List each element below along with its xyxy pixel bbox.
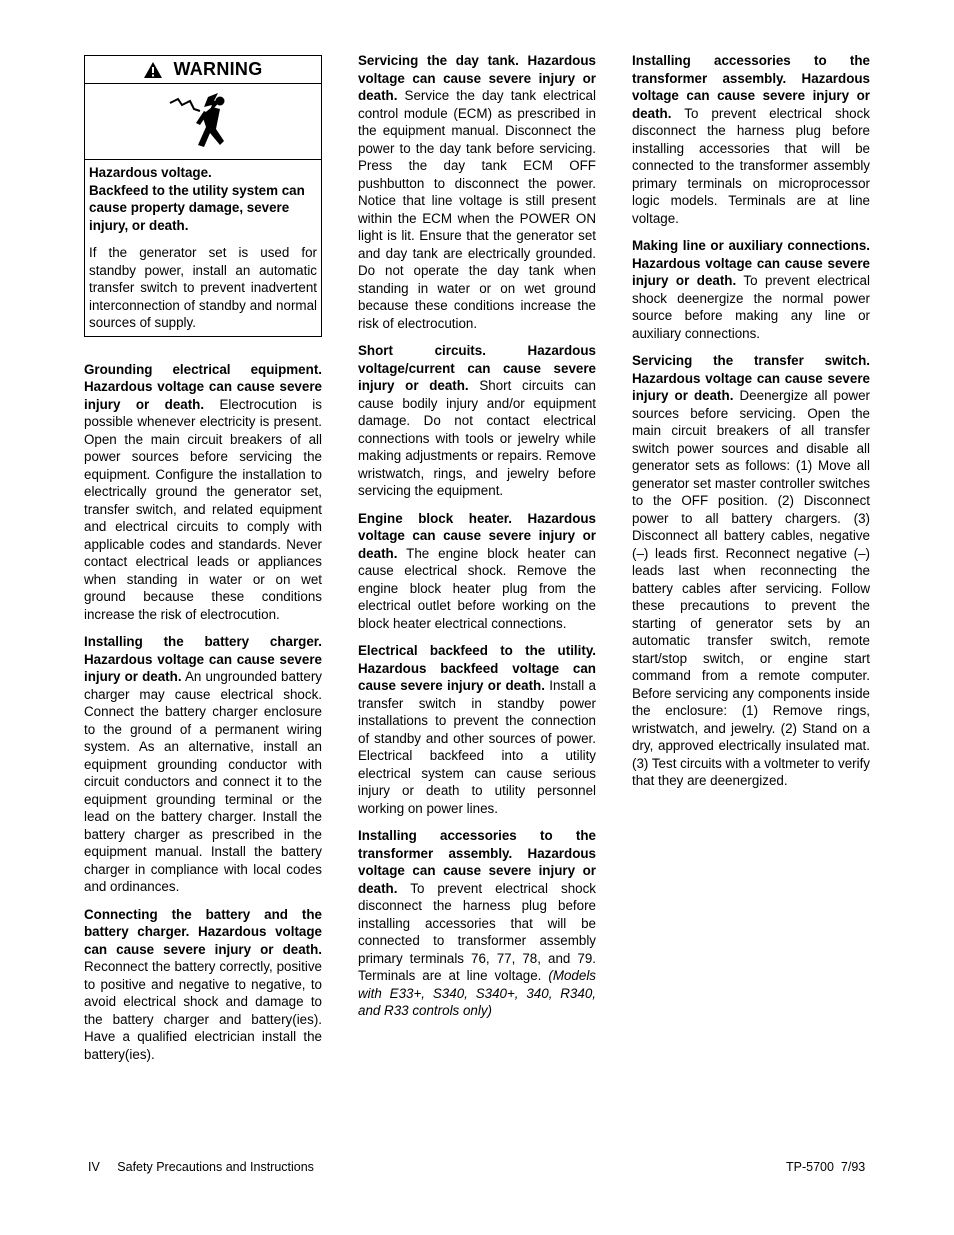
paragraph-connecting-battery [84, 906, 322, 1064]
warning-header [85, 56, 321, 84]
paragraph-title: Electrical backfeed to the utility. Hazardous backfeed voltage can cause severe injury or death. [358, 643, 596, 693]
paragraph-short-circuits [358, 342, 596, 500]
warning-heading-1: Hazardous voltage. [89, 165, 212, 180]
paragraph-body: The engine block heater can cause electrical shock. Remove the engine block heater plug from the electrical outlet before working on the block heater electrical connections. [358, 545, 596, 631]
paragraph-transfer-switch [632, 352, 870, 790]
warning-headings [89, 164, 317, 234]
column-2 [358, 52, 596, 1030]
page-number: IV [88, 1160, 100, 1174]
warning-heading-2: Backfeed to the utility system can cause property damage, severe injury, or death. [89, 182, 305, 233]
warning-text: If the generator set is used for standby power, install an automatic transfer switch to prevent inadvertent interconnection of standby and normal sources of supply. [89, 245, 317, 330]
paragraph-body: Reconnect the battery correctly, positive to positive and negative to negative, to avoid electrical shock and damage to the battery charger and battery(ies). Have a qualified electrician install the battery(ies). [84, 959, 322, 1062]
paragraph-line-connections [632, 237, 870, 342]
paragraph-title: Installing accessories to the transformer assembly. Hazardous voltage can cause severe injury or death. [632, 53, 870, 121]
paragraph-note: (Models with E33+, S340, S340+, 340, R340, and R33 controls only) [358, 968, 596, 1018]
paragraph-body: An ungrounded battery charger may cause electrical shock. Connect the battery charger enclosure to the ground of a permanent wiring system. As an alternative, install an equipment grounding conductor with circuit conductors and connect it to the equipment grounding terminal or the lead on the battery charger. Install the battery charger as prescribed in the equipment manual. Install the battery charger in compliance with local codes and ordinances. [84, 669, 322, 894]
paragraph-title: Connecting the battery and the battery charger. Hazardous voltage can cause severe injury or death. [84, 906, 322, 957]
section-title: Safety Precautions and Instructions [117, 1160, 314, 1174]
paragraph-body: To prevent electrical shock disconnect the harness plug before installing accessories that will be connected to the transformer assembly primary terminals on microprocessor logic models. Terminals are at line voltage. [632, 105, 870, 226]
paragraph-body: To prevent electrical shock deenergize the normal power source before making any line or auxiliary connections. [632, 273, 870, 341]
paragraph-body: Electrocution is possible whenever electricity is present. Open the main circuit breakers of all power sources before servicing the equipment. Configure the installation to electrically ground the generator set, transfer switch, and related equipment and electrical circuits to comply with applicable codes and standards. Never contact electrical leads or appliances when standing in water or on wet ground because these conditions increase the risk of electrocution. [84, 396, 322, 622]
paragraph-accessories-transformer [358, 827, 596, 1020]
paragraph-title: Servicing the day tank. Hazardous voltage can cause severe injury or death. [358, 53, 596, 103]
paragraph-grounding [84, 361, 322, 624]
paragraph-body: Service the day tank electrical control module (ECM) as prescribed in the equipment manual. Disconnect the power to the day tank before servicing. Press the day tank ECM OFF pushbutton to disconnect the power. Notice that line voltage is still present within the ECM when the POWER ON light is lit. Ensure that the generator set and day tank are electrically grounded. Do not operate the day tank when standing in water or on wet ground because these conditions increase the risk of electrocution. [358, 88, 596, 331]
warning-title: WARNING [173, 58, 263, 79]
paragraph-accessories-microprocessor [632, 52, 870, 227]
paragraph-body: Install a transfer switch in standby power installations to prevent the connection of standby and other sources of power. Electrical backfeed into a utility electrical system can cause serious injury or death to utility personnel working on power lines. [358, 678, 596, 816]
warning-pictogram [85, 84, 321, 160]
paragraph-title: Servicing the transfer switch. Hazardous voltage can cause severe injury or death. [632, 353, 870, 403]
paragraph-backfeed [358, 642, 596, 817]
warning-body [85, 160, 321, 336]
paragraph-title: Grounding electrical equipment. Hazardous voltage can cause severe injury or death. [84, 361, 322, 412]
column-1 [84, 52, 322, 1073]
electric-shock-icon [168, 89, 238, 155]
paragraph-body: Deenergize all power sources before servicing. Open the main circuit breakers of all transfer switch power sources and disable all generator sets as follows: (1) Move all generator set master controller switches to the OFF position. (2) Disconnect power to all battery chargers. (3) Disconnect all battery cables, negative (–) leads first. Reconnect negative (–) leads last when reconnecting the battery cables after servicing. Follow these precautions to prevent the starting of generator sets by an automatic transfer switch, remote start/stop switch, or engine start command from a remote computer. Before servicing any components inside the enclosure: (1) Remove rings, wristwatch, and jewelry. (2) Stand on a dry, approved electrically insulated mat. (3) Test circuits with a voltmeter to verify that they are deenergized. [632, 388, 870, 788]
paragraph-title: Engine block heater. Hazardous voltage can cause severe injury or death. [358, 510, 596, 561]
warning-triangle-icon [143, 61, 163, 79]
warning-box [84, 55, 322, 337]
paragraph-title: Short circuits. Hazardous voltage/current can cause severe injury or death. [358, 343, 596, 393]
paragraph-day-tank [358, 52, 596, 332]
paragraph-title: Installing accessories to the transformer assembly. Hazardous voltage can cause severe injury or death. [358, 828, 596, 896]
paragraph-body: Short circuits can cause bodily injury and/or equipment damage. Do not contact electrical connections with tools or jewelry while making adjustments or repairs. Remove wristwatch, rings, and jewelry before servicing the equipment. [358, 378, 596, 498]
paragraph-title: Making line or auxiliary connections. Hazardous voltage can cause severe injury or death. [632, 238, 870, 288]
column-3 [632, 52, 870, 800]
footer-left [88, 1160, 314, 1174]
document-id: TP-5700 7/93 [786, 1160, 866, 1174]
paragraph-battery-charger [84, 633, 322, 896]
paragraph-body: To prevent electrical shock disconnect the harness plug before installing accessories that will be connected to transformer assembly primary terminals 76, 77, 78, and 79. Terminals are at line voltage. [358, 880, 596, 983]
paragraph-block-heater [358, 510, 596, 633]
paragraph-title: Installing the battery charger. Hazardous voltage can cause severe injury or death. [84, 634, 322, 684]
